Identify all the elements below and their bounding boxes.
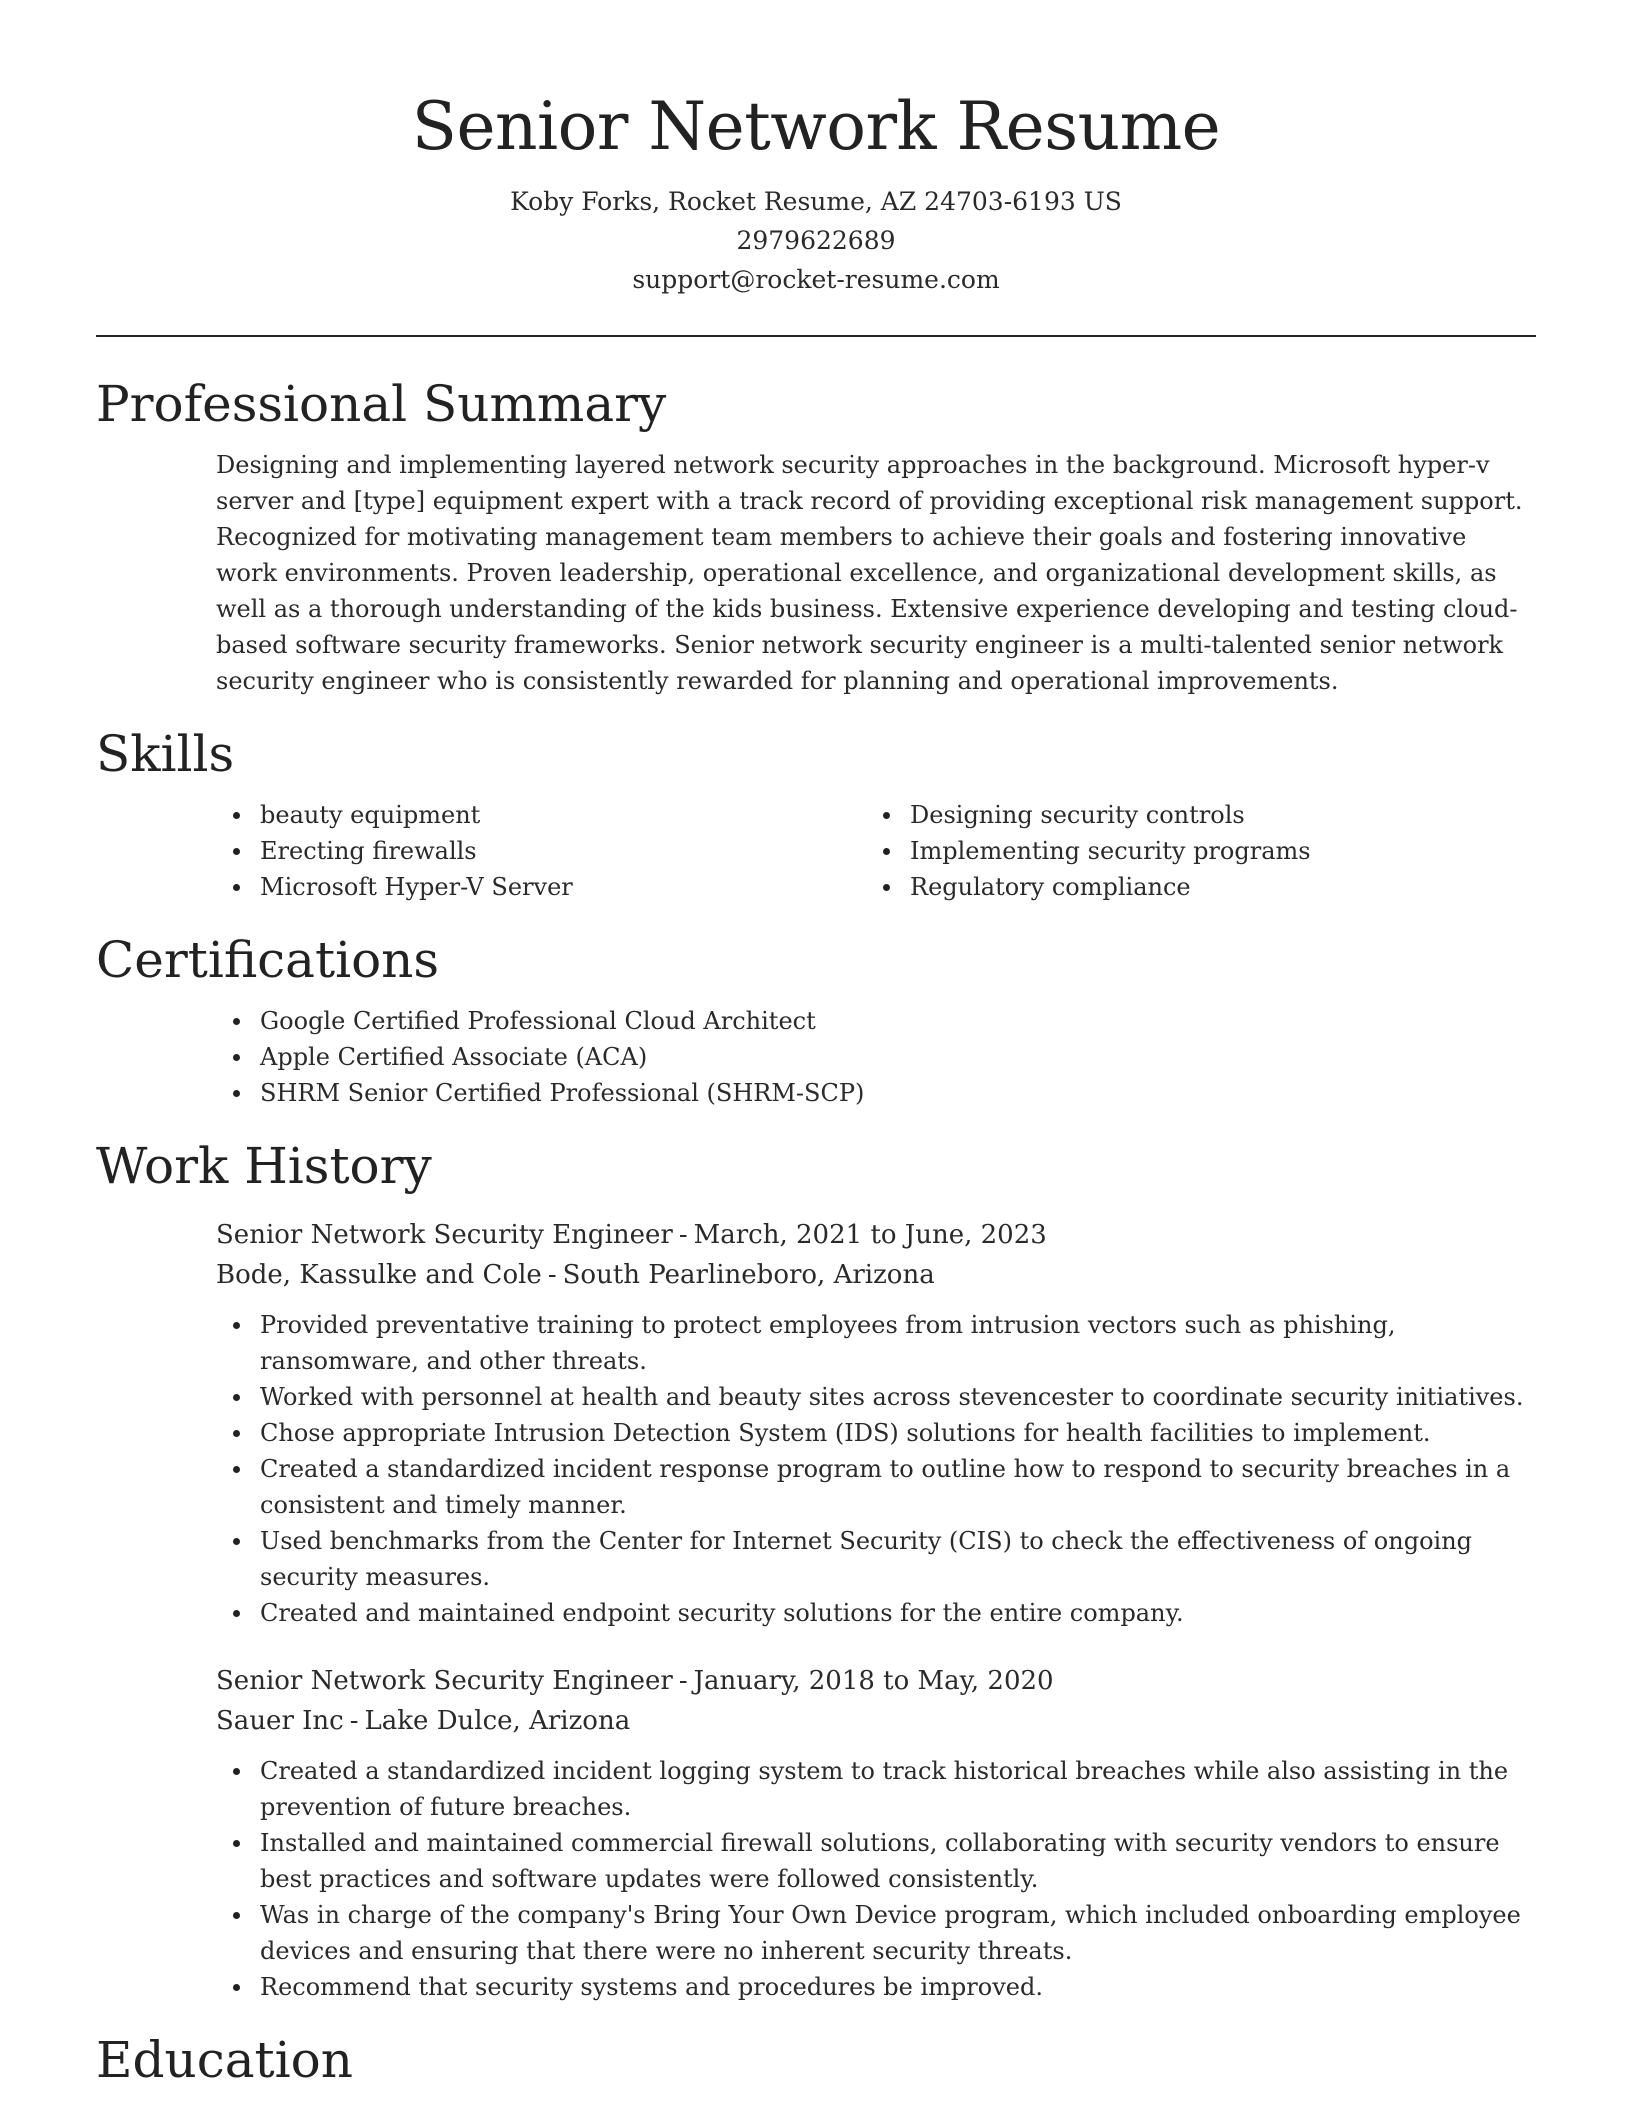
resume-header: [96, 0, 1536, 299]
job-company-line: [216, 1701, 1534, 1741]
job-title-line: [216, 1661, 1534, 1701]
list-item: Apple Certified Associate (ACA): [260, 1039, 1534, 1075]
skills-column-left: [216, 797, 866, 905]
list-item: Worked with personnel at health and beauty sites across stevencester to coordinate security initiatives.: [260, 1379, 1534, 1415]
list-item: Microsoft Hyper-V Server: [260, 869, 866, 905]
section-heading-certifications: Certifications: [96, 931, 440, 989]
list-item: SHRM Senior Certified Professional (SHRM-SCP): [260, 1075, 1534, 1111]
header-divider: [96, 335, 1536, 337]
section-heading-education: Education: [96, 2031, 353, 2089]
list-item: Installed and maintained commercial firewall solutions, collaborating with security vendors to ensure best practices and software updates were followed consistently.: [260, 1825, 1534, 1897]
section-heading-work-history: Work History: [96, 1137, 432, 1195]
job-separator: -: [678, 1666, 688, 1696]
contact-email: support@rocket-resume.com: [632, 265, 1000, 294]
list-item: Implementing security programs: [910, 833, 1516, 869]
summary-text: Designing and implementing layered network security approaches in the background. Microsoft hyper-v server and [type] equipment expert with a track record of providing exceptional risk management support. Recognized for motivating management team members to achieve their goals and fostering innovative work environments. Proven leadership, operational excellence, and organizational development skills, as well as a thorough understanding of the kids business. Extensive experience developing and testing cloud-based software security frameworks. Senior network security engineer is a multi-talented senior network security engineer who is consistently rewarded for planning and operational improvements.: [216, 451, 1523, 695]
contact-address: Koby Forks, Rocket Resume, AZ 24703-6193 US: [510, 187, 1122, 216]
section-heading-skills: Skills: [96, 725, 235, 783]
list-item: beauty equipment: [260, 797, 866, 833]
skills-section: [96, 721, 1536, 905]
job-title-line: [216, 1215, 1534, 1255]
list-item: Google Certified Professional Cloud Architect: [260, 1003, 1534, 1039]
list-item: Used benchmarks from the Center for Internet Security (CIS) to check the effectiveness of ongoing security measures.: [260, 1523, 1534, 1595]
list-item: Regulatory compliance: [910, 869, 1516, 905]
job-dates: January, 2018 to May, 2020: [693, 1666, 1054, 1696]
skills-column-right: [866, 797, 1516, 905]
job-bullets: [216, 1753, 1534, 2005]
list-item: Chose appropriate Intrusion Detection System (IDS) solutions for health facilities to implement.: [260, 1415, 1534, 1451]
job-separator: -: [547, 1260, 557, 1290]
job-entry: [216, 1215, 1534, 1631]
job-separator: -: [349, 1706, 359, 1736]
summary-section: [96, 371, 1536, 699]
certifications-section: [96, 927, 1536, 1111]
job-location: South Pearlineboro, Arizona: [562, 1260, 935, 1290]
job-company-line: [216, 1255, 1534, 1295]
list-item: Created a standardized incident logging system to track historical breaches while also assisting in the prevention of future breaches.: [260, 1753, 1534, 1825]
list-item: Created a standardized incident response program to outline how to respond to security breaches in a consistent and timely manner.: [260, 1451, 1534, 1523]
list-item: Was in charge of the company's Bring Your Own Device program, which included onboarding employee devices and ensuring that there were no inherent security threats.: [260, 1897, 1534, 1969]
job-dates: March, 2021 to June, 2023: [693, 1220, 1047, 1250]
contact-phone: 2979622689: [736, 226, 896, 255]
job-company: Sauer Inc: [216, 1706, 344, 1736]
job-bullets: [216, 1307, 1534, 1631]
list-item: Created and maintained endpoint security solutions for the entire company.: [260, 1595, 1534, 1631]
work-history-section: [96, 1133, 1536, 2005]
list-item: Provided preventative training to protect employees from intrusion vectors such as phishing, ransomware, and other threats.: [260, 1307, 1534, 1379]
job-title: Senior Network Security Engineer: [216, 1220, 673, 1250]
job-location: Lake Dulce, Arizona: [364, 1706, 631, 1736]
job-separator: -: [678, 1220, 688, 1250]
resume-page: [96, 0, 1536, 2093]
skills-grid: [216, 797, 1534, 905]
contact-info: [96, 182, 1536, 299]
list-item: Designing security controls: [910, 797, 1516, 833]
list-item: Erecting firewalls: [260, 833, 866, 869]
job-entry: [216, 1661, 1534, 2005]
section-heading-summary: Professional Summary: [96, 375, 667, 433]
job-company: Bode, Kassulke and Cole: [216, 1260, 542, 1290]
job-title: Senior Network Security Engineer: [216, 1666, 673, 1696]
education-section: [96, 2027, 1536, 2093]
list-item: Recommend that security systems and procedures be improved.: [260, 1969, 1534, 2005]
resume-title: Senior Network Resume: [411, 88, 1221, 165]
